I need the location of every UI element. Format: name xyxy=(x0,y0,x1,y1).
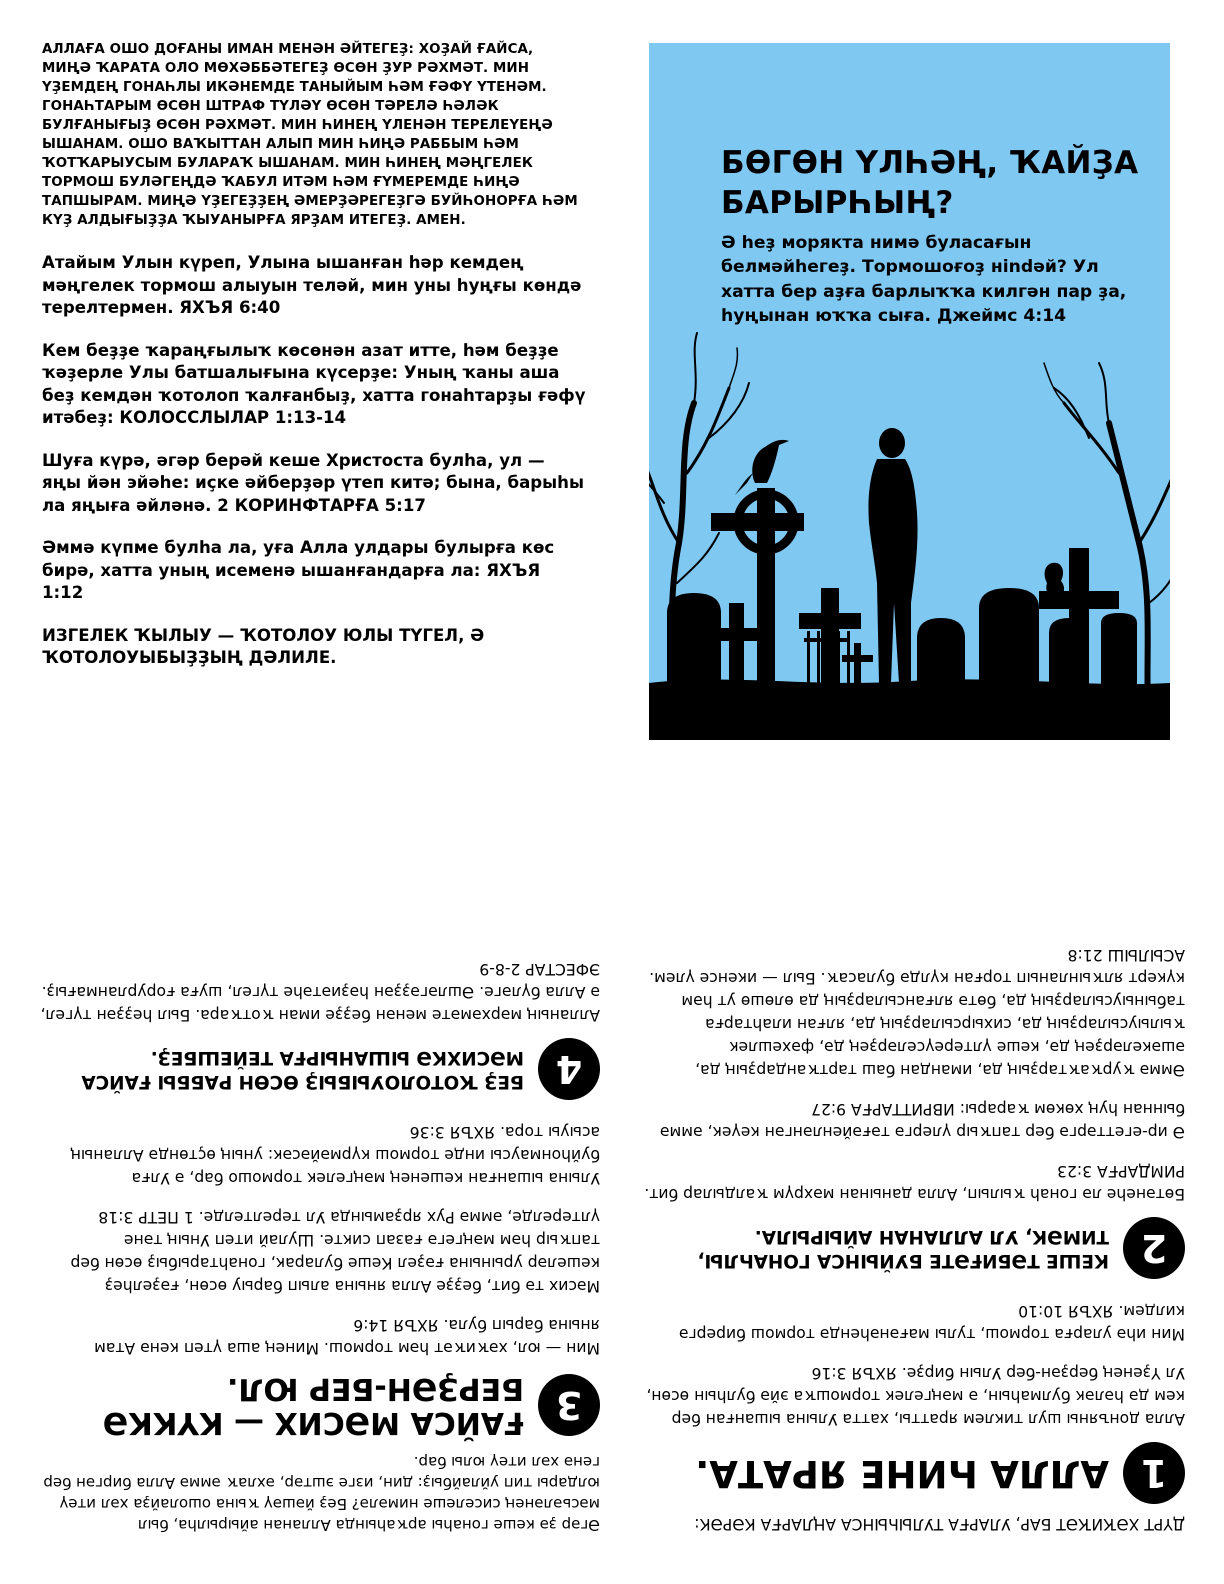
section-4-title: БЕҘ ҠОТОЛОУЫБЫҘ ӨСӨН РАББЫ ҒАЙСА МӘСИХКӘ ЫШАНЫРҒА ТЕЙЕШБЕҘ. xyxy=(81,1047,524,1092)
section-3-title: ҒАЙСА МӘСИХ — КҮККӘ БЕРҘӘН-БЕР ЮЛ. xyxy=(102,1371,524,1440)
section-number-1: 1 xyxy=(1123,1442,1185,1504)
cover-title: БӨГӨН ҮЛҺӘҢ, ҠАЙҘА БАРЫРҺЫҢ? xyxy=(721,145,1139,221)
section-1-heading xyxy=(640,1442,1185,1504)
section-number-2: 2 xyxy=(1123,1217,1185,1279)
section-4-text-ephesians-2-8: Алланың мәрхәмәте менән беҙҙе иман ҡотҡара. Был һеҙҙән түгел, ә Алла бүләге. Әшләгәҙҙән һәҙиәтәһе түгел, шуға ғорурланмағыҙ. ЭФЕСТАР 2-8-9 xyxy=(40,960,600,1024)
cover-panel xyxy=(649,43,1170,740)
verse-colossians-1-13: Кем беҙҙе ҡараңғылыҡ көсөнән азат итте, һәм беҙҙе ҡәҙерле Улы батшалығына күсерҙе: Уның ҡаны аша беҙ кемдән ҡотолоп ҡалғанбыҙ, хатта гонаһтарҙы ғәфү итәбеҙ: КОЛОССЛЫЛАР 1:13-14 xyxy=(42,340,586,427)
section-1-text-john-10-10: Мин иһә уларға тормош, тулы мағәнәһендә тормош бирергә килдем. ЯХЪЯ 10:10 xyxy=(678,1302,1185,1343)
section-1-text-john-3-16: Алла донъяны шул тиклем яратты, хатта Улына ышанған бер кем дә һәләк булмаһын, ә мәңгелек тормошҡа эйә булһын өсөн, Ул Үҙенең берҙән-бер Улын бирҙе. ЯХЪЯ 3:16 xyxy=(646,1364,1185,1428)
section-3-4-panel xyxy=(40,815,600,1535)
cover-scripture: Ә һеҙ морякта нимә буласағын белмәйһегеҙ. Тормошоғоҙ нindәй? Ул хатта бер аҙға барлыҡҡа килгән пар ҙа, һуңынан юҡҡа сыға. Джеймс 4:14 xyxy=(721,233,1127,326)
section-number-4: 4 xyxy=(538,1038,600,1100)
section-3-text-john-14-6: Мин — юл, хәҡиҡәт һәм тормош. Минең аша үтеп кенә Атам янына барып була. ЯХЪЯ 14:6 xyxy=(94,1316,600,1357)
section-2-text-romans-3-23: Бөтәнеһе лә гонаһ ҡылып, Алла данынан мәхрүм ҡалдылар бит. РИМДАРҒА 3:23 xyxy=(644,1162,1185,1203)
four-truths-intro: ДҮРТ ХӘҠИҠӘТ БАР, УЛАРҒА ТУЛЫҺЫНСА АҢЛАРҒА КӘРӘК: xyxy=(694,1515,1185,1533)
salvation-prayer: АЛЛАҒА ОШО ДОҒАНЫ ИМАН МЕНӘН ӘЙТЕГЕҘ: ХОҘАЙ ҒАЙСА, МИҢӘ ҠАРАТА ОЛО МӨХӘББӘТЕГЕҘ ӨСӨН ҘУР РӘХМӘТ. МИН ҮҘЕМДЕҢ ГОНАҺЛЫ ИКӘНЕМДЕ ТАНЫЙЫМ ҺӘМ ҒӘФҮ ҮТЕНӘМ. ГОНАҺТАРЫМ ӨСӨН ШТРАФ ТҮЛӘҮ ӨСӨН ТӘРЕЛӘ ҺӘЛӘК БУЛҒАНЫҒЫҘ ӨСӨН РӘХМӘТ. МИН ҺИНЕҢ ҮЛЕНӘН ТЕРЕЛЕҮЕҢӘ ЫШАНАМ. ОШО ВАҠЫТТАН АЛЫП МИН ҺИҢӘ РАББЫМ ҺӘМ ҠОТҠАРЫУСЫМ БУЛАРАҠ ЫШАНАМ. МИН ҺИНЕҢ МӘҢГЕЛЕК ТОРМОШ БУЛӘГЕҢДӘ ҠАБУЛ ИТӘМ ҺӘМ ҒҮМЕРЕМДЕ ҺИҢӘ ТАПШЫРАМ. МИҢӘ ҮҘЕГЕҘҘЕҢ ӘМЕРҘӘРЕГЕҘГӘ БУЙҺОНОРҒА ҺӘМ КҮҘ АЛДЫҒЫҘҘА ҠЫУАНЫРҒА ЯРҘАМ ИТЕГЕҘ. АМЕН. xyxy=(42,42,578,228)
section-3-text-john-3-36: Улына ышанған кешенең мәңгелек тормошо бар, ә Улға буйһонмаусы инде тормош күрмәйәсәк: уның өҫтөндә Алланың асыуы тора. ЯХЪЯ 3:36 xyxy=(70,1123,600,1187)
prayer-panel xyxy=(42,40,587,670)
section-3-heading xyxy=(40,1371,600,1439)
section-2-heading xyxy=(640,1217,1185,1279)
section-1-title: АЛЛА ҺИНЕ ЯРАТА. xyxy=(695,1452,1109,1495)
section-3-text-1-peter-3-18: Мәсих тә бит, беҙҙе Алла янына алып барыу өсөн, ғәҙелһеҙ кешеләр урынына ғәҙел Кеше буларак, гонаһтарыбыҙ өсөн бер тапҡыр һәм мәңгегә ғазап сикте. Шулай итеп Уның тәне үлтерелде, әммә Рух ярҙамында Ул терелтелде. 1 ПЕТР 3:18 xyxy=(70,1208,600,1295)
closing-statement: ИЗГЕЛЕК ҠЫЛЫУ — ҠОТОЛОУ ЮЛЫ ТҮГЕЛ, Ә ҠОТОЛОУЫБЫҘҘЫҢ ДӘЛИЛЕ. xyxy=(42,625,485,667)
verse-2-corinthians-5-17: Шуға күрә, әгәр берәй кеше Христоста булһа, ул — яңы йән эйәһе: иҫке әйберҙәр үтеп китә; бына, барыһы ла яңыға әйләнә. 2 КОРИНФТАРҒА 5:17 xyxy=(42,450,584,515)
verse-john-1-12: Әммә күпме булһа ла, уға Алла улдары булырға көс бирә, хатта уның исеменә ышанғандарға ла: ЯХЪЯ 1:12 xyxy=(42,538,555,602)
section-2-text-hebrews-9-27: Ә ир-егеттәргә бер тапҡыр үлергә тәғәйенләнгән кеүек, әммә быннан һуң хөкөм ҡарары: ИВРИТТАРҒА 9:27 xyxy=(659,1100,1185,1141)
section-4-heading xyxy=(40,1038,600,1100)
section-2-text-revelation-21-8: Әммә ҡурҡаҡтарҙың да, имандан баш тартҡандарҙың да, әшәкеләрҙең дә, кеше үлтереүселәрҙең дә, фәхешлек ҡылыусыларҙың да, сихырсыларҙың да, ялған илаһтарға табыныусыларҙың да, бөтә ялғансыларҙың да өлөшө ут һәм күкерт ялҡынланып торған күлдә буласаҡ. Был — икенсе үлем. АСЫЛЫШ 21:8 xyxy=(649,946,1185,1079)
section-1-2-panel xyxy=(640,815,1185,1535)
solution-intro: Әгәр ҙә кеше гонаһы арҡаһында Алланан айырылһа, был мәсьәләнең сиселеше нимәлә? Беҙ йәшәү ҡына ошолайҙа хәл итеү юлдары тип уйлайбыҙ: дин, изге эштәр, әхлаҡ әммә Алла биргән бер генә хәл итеү юлы бар. xyxy=(43,1453,600,1534)
verse-john-6-40: Атайым Улын күреп, Улына ышанған һәр кемдең мәңгелек тормош алыуын теләй, мин уны һуңғы көндә терелтермен. ЯХЪЯ 6:40 xyxy=(42,253,582,317)
section-number-3: 3 xyxy=(538,1374,600,1436)
section-2-title: КЕШЕ ТӘБИҒӘТЕ БУЙЫНСА ГОНАҺЛЫ, ТИМӘК, УЛ АЛЛАНАН АЙЫРЫЛА. xyxy=(697,1226,1109,1271)
